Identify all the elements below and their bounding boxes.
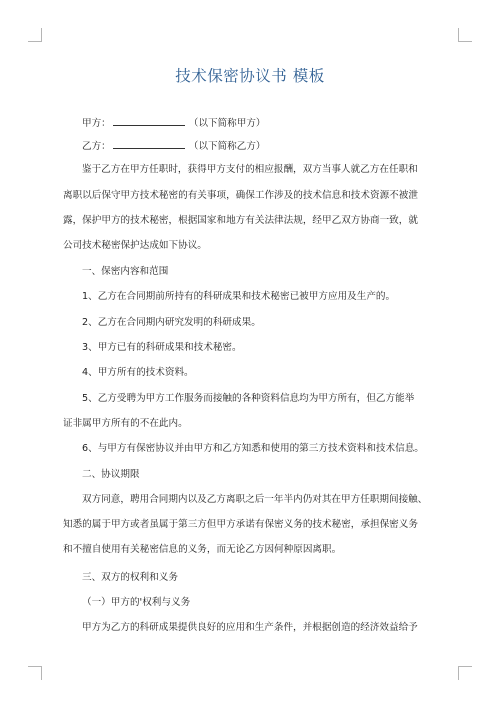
crop-mark-bottom-left-h (28, 666, 42, 667)
section2-line-1: 双方同意，聘用合同期内以及乙方离职之后一年半内仍对其在甲方任职期间接触、 (82, 494, 428, 505)
party-b-blank (113, 139, 185, 149)
document-title: 技术保密协议书 模板 (175, 67, 325, 85)
section1-heading: 一、保密内容和范围 (82, 266, 169, 277)
section3-sub-heading: （一）甲方的'权利与义务 (82, 597, 191, 608)
party-b-note: （以下简称乙方） (188, 141, 266, 152)
intro-line-4: 公司技术秘密保护达成如下协议。 (63, 240, 207, 251)
section1-item-5-line-1: 5、乙方受聘为甲方工作服务而接触的各种资料信息均为甲方所有，但乙方能举 (82, 393, 415, 404)
party-b-line (82, 139, 266, 153)
party-a-label: 甲方： (82, 118, 111, 129)
section1-item-5-line-2: 证非属甲方所有的不在此内。 (63, 418, 188, 429)
section1-item-6: 6、与甲方有保密协议并由甲方和乙方知悉和使用的第三方技术资料和技术信息。 (82, 443, 424, 454)
section1-item-4: 4、甲方所有的技术资料。 (82, 367, 194, 378)
section2-heading: 二、协议期限 (82, 469, 140, 480)
section1-item-3: 3、甲方已有的科研成果和技术秘密。 (82, 342, 242, 353)
crop-mark-top-left-v (41, 28, 42, 42)
intro-line-2: 离职以后保守甲方技术秘密的有关事项，确保工作涉及的技术信息和技术资源不被泄 (63, 190, 418, 201)
intro-line-3: 露，保护甲方的技术秘密，根据国家和地方有关法律法规，经甲乙双方协商一致，就 (63, 215, 418, 226)
crop-mark-bottom-left-v (41, 666, 42, 680)
section1-item-1: 1、乙方在合同期前所持有的科研成果和技术秘密已被甲方应用及生产的。 (82, 291, 396, 302)
party-a-note: （以下简称甲方） (188, 118, 266, 129)
crop-mark-bottom-right-v (458, 666, 459, 680)
section2-line-3: 和不擅自使用有关秘密信息的义务，而无论乙方因何种原因离职。 (63, 544, 342, 555)
party-b-label: 乙方： (82, 141, 111, 152)
section3-line-1: 甲方为乙方的科研成果提供良好的应用和生产条件，并根据创造的经济效益给予 (82, 622, 418, 633)
crop-mark-top-right-v (458, 28, 459, 42)
crop-mark-bottom-right-h (458, 666, 472, 667)
intro-line-1: 鉴于乙方在甲方任职时，获得甲方支付的相应报酬，双方当事人就乙方在任职和 (82, 164, 418, 175)
crop-mark-top-left-h (28, 41, 42, 42)
section3-heading: 三、双方的权利和义务 (82, 572, 178, 583)
section1-item-2: 2、乙方在合同期内研究发明的科研成果。 (82, 317, 261, 328)
section2-line-2: 知悉的属于甲方或者虽属于第三方但甲方承诺有保密义务的技术秘密，承担保密义务 (63, 519, 418, 530)
crop-mark-top-right-h (458, 41, 472, 42)
party-a-blank (113, 116, 185, 126)
party-a-line (82, 116, 266, 130)
